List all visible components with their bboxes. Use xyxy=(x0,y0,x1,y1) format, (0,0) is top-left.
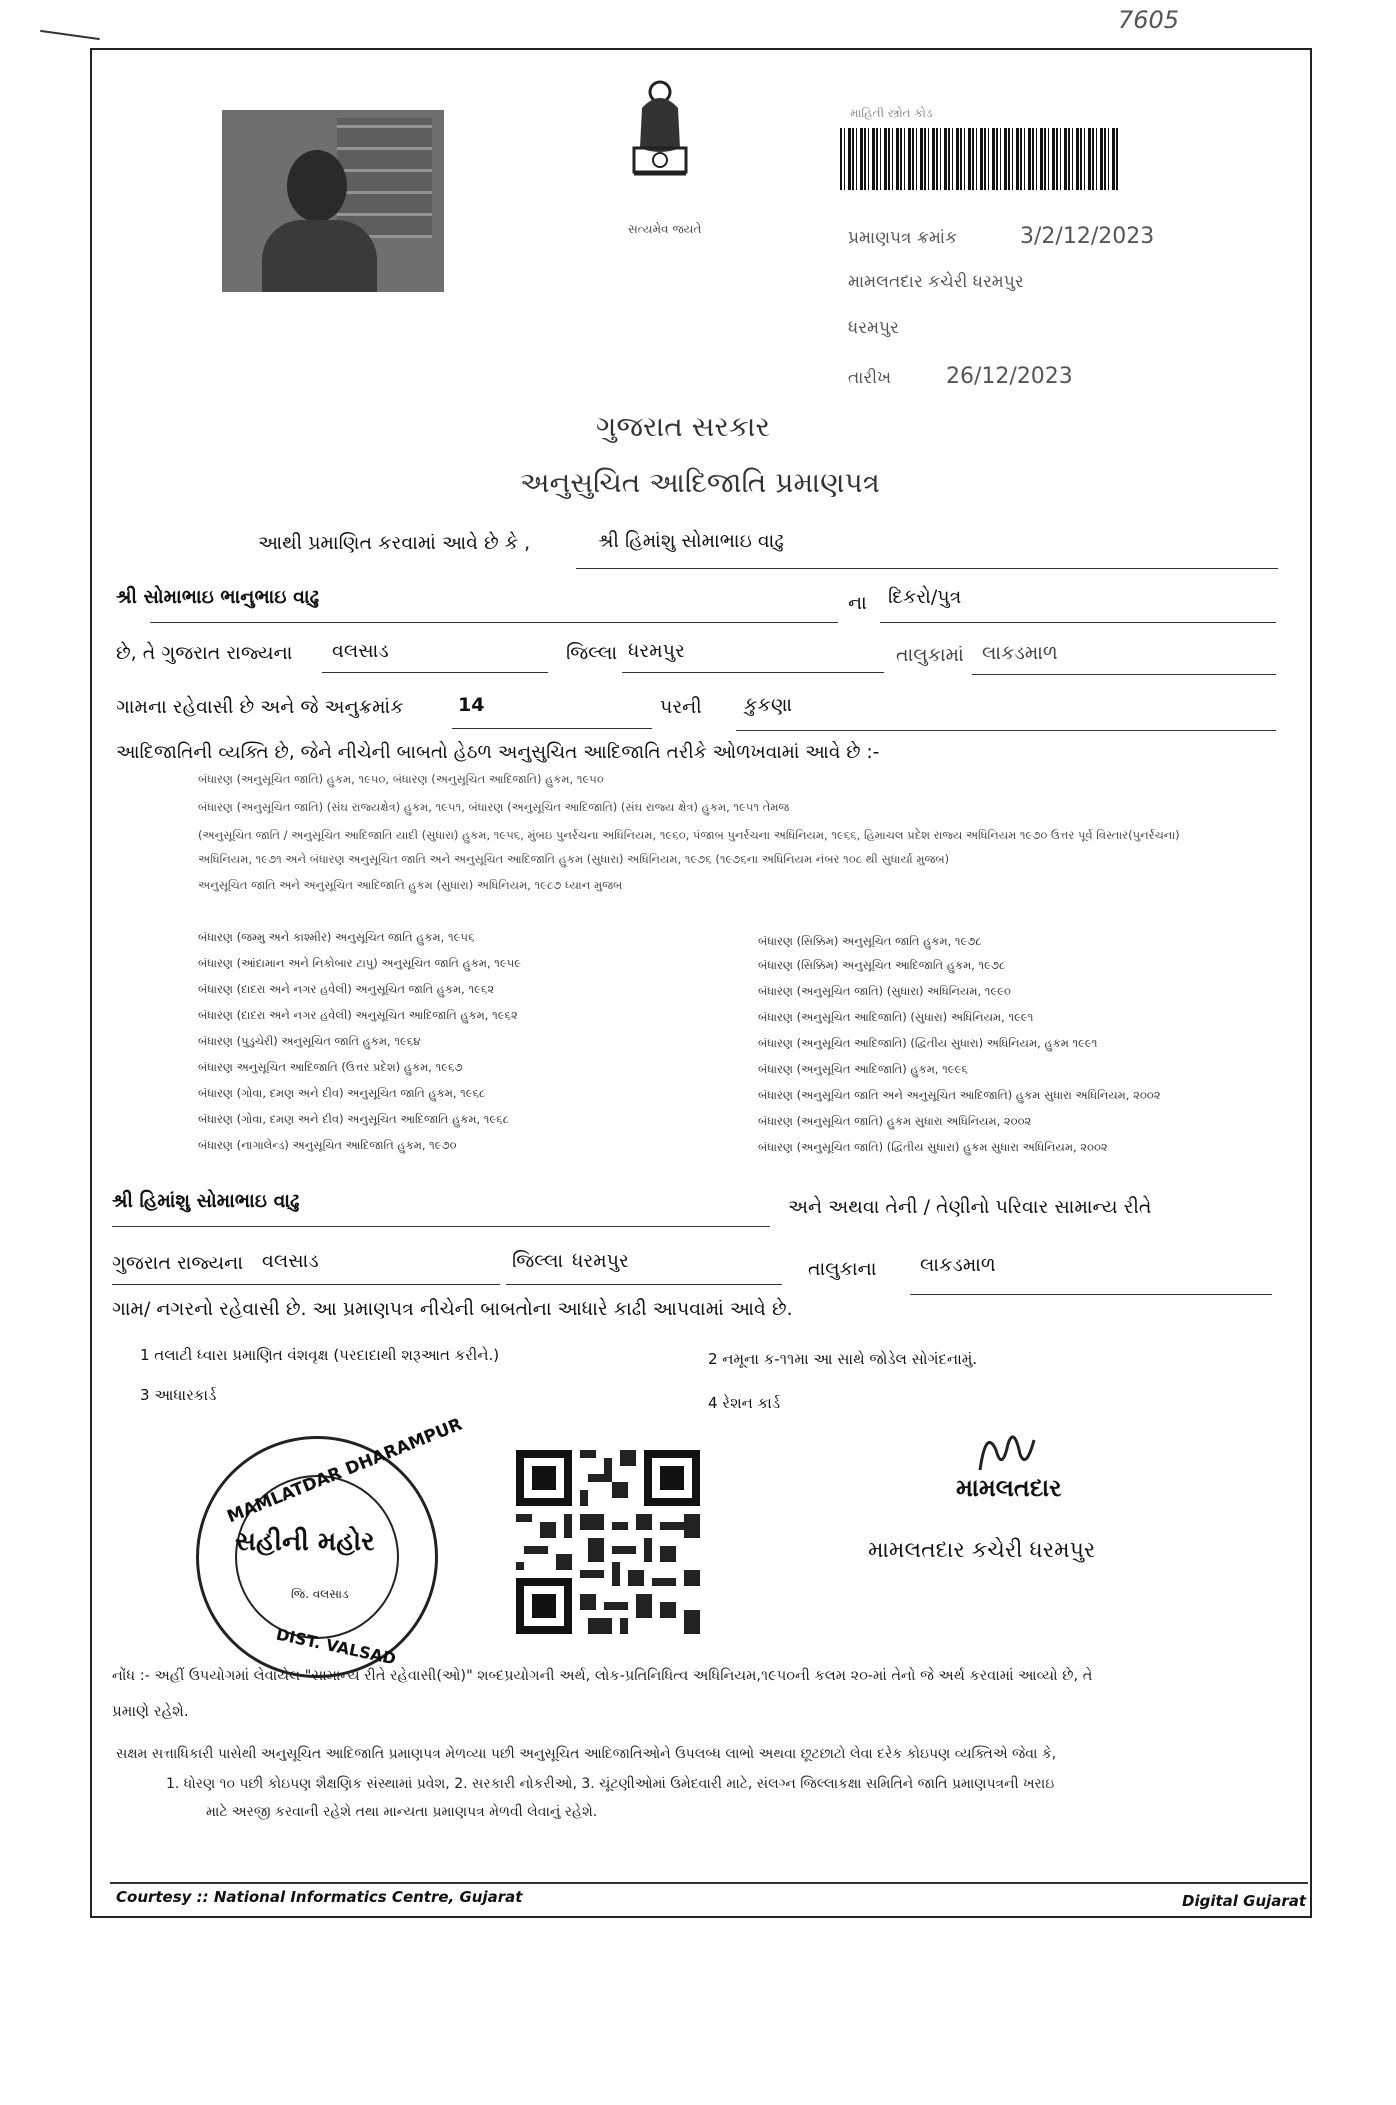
parent-name: શ્રી સોમાભાઇ ભાનુભાઇ વાઢુ xyxy=(116,586,320,608)
district: વલસાડ xyxy=(332,640,389,662)
jilla-label: જિલ્લા xyxy=(566,642,618,664)
jilla-value: ધરમપુર xyxy=(628,640,685,662)
note-line-2: પ્રમાણે રહેશે. xyxy=(112,1702,189,1720)
serial-no: 14 xyxy=(458,694,485,716)
order-left-6: બંધારણ અનુસૂચિત આદિજાતિ (ઉત્તર પ્રદેશ) હુકમ, ૧૯૬૭ xyxy=(198,1060,463,1074)
seal-sub-text: જિ. વલસાડ xyxy=(291,1587,349,1601)
order-right-4: બંધારણ (અનુસૂચિત આદિજાતિ) (સુધારા) અધિનિયમ, ૧૯૯૧ xyxy=(758,1010,1034,1024)
certificate-title: અનુસુચિત આદિજાતિ પ્રમાણપત્ર xyxy=(520,466,880,499)
section2-taluka-label: તાલુકાના xyxy=(808,1258,877,1280)
qr-code xyxy=(516,1450,700,1634)
order-right-9: બંધારણ (અનુસૂચિત જાતિ) (દ્વિતીય સુધારા) હુકમ સુધારા અધિનિયમ, ૨૦૦૨ xyxy=(758,1140,1108,1154)
official-seal xyxy=(196,1414,466,1678)
signature-mark-icon xyxy=(974,1420,1044,1480)
jilla-underline xyxy=(622,672,884,673)
order-left-8: બંધારણ (ગોવા, દમણ અને દીવ) અનુસૂચિત આદિજાતિ હુકમ, ૧૯૬૮ xyxy=(198,1112,510,1126)
section2-name: શ્રી હિમાંશુ સોમાભાઇ વાઢુ xyxy=(112,1190,300,1212)
applicant-name-underline xyxy=(576,568,1278,569)
section2-taluka-value: લાકડમાળ xyxy=(920,1254,996,1276)
national-emblem-icon xyxy=(620,78,700,218)
caste: કુકણા xyxy=(744,694,793,716)
family-text: અને અથવા તેની / તેણીનો પરિવાર સામાન્ય રીતે xyxy=(788,1196,1152,1218)
section2-jilla-underline xyxy=(506,1284,782,1285)
section2-jilla-label: જિલ્લા xyxy=(512,1250,564,1272)
note-line-1: નોંધ :- અહીં ઉપયોગમાં લેવાયેલ "સામાન્ય રીતે રહેવાસી(ઓ)" શબ્દપ્રયોગની અર્થ, લોક-પ્રતિનિધિત્વ અધિનિયમ,૧૯૫૦ની કલમ ૨૦-માં તેનો જે અર્થ કરવામાં આવ્યો છે, તે xyxy=(112,1668,1093,1684)
clause-5: અનુસૂચિત જાતિ અને અનુસૂચિત આદિજાતિ હુકમ (સુધારા) અધિનિયમ, ૧૯૮૭ ધ્યાન મુજબ xyxy=(198,878,623,892)
note-line-3: સક્ષમ સત્તાધિકારી પાસેથી અનુસૂચિત આદિજાતિ પ્રમાણપત્ર મેળવ્યા પછી અનુસૂચિત આદિજાતિઓને ઉપલબ્ધ લાભો અથવા છૂટછાટો લેવા દરેક કોઇપણ વ્યક્તિએ જેવા કે, xyxy=(116,1746,1057,1762)
clause-3: (અનુસૂચિત જાતિ / અનુસૂચિત આદિજાતિ યાદી (સુધારા) હુકમ, ૧૯૫૬, મુંબઇ પુનર્રચના અધિનિયમ, ૧૯૬૦, પંજાબ પુનર્રચના અધિનિયમ, ૧૯૬૬, હિમાચલ પ્રદેશ રાજ્ય અધિનિયમ ૧૯૭૦ ઉત્તર પૂર્વ વિસ્તાર(પુનર્રચના) xyxy=(198,828,1180,842)
order-right-1: બંધારણ (સિક્કિમ) અનુસૂચિત જાતિ હુકમ, ૧૯૭૮ xyxy=(758,934,982,948)
section2-name-underline xyxy=(112,1226,770,1227)
govt-title: ગુજરાત સરકાર xyxy=(596,410,770,443)
section2-district-underline xyxy=(112,1284,500,1285)
document-1: 1 તલાટી ધ્વારા પ્રમાણિત વંશવૃક્ષ (પરદાદાથી શરૂઆત કરીને.) xyxy=(140,1346,500,1364)
caste-label: પરની xyxy=(660,696,702,718)
document-4: 4 રેશન કાર્ડ xyxy=(708,1394,781,1412)
order-right-7: બંધારણ (અનુસૂચિત જાતિ અને અનુસૂચિત આદિજાતિ) હુકમ સુધારા અધિનિયમ, ૨૦૦૨ xyxy=(758,1088,1161,1102)
date-label: તારીખ xyxy=(848,368,892,388)
certificate-no-label: પ્રમાણપત્ર ક્રમાંક xyxy=(848,228,958,248)
basis-line: ગામ/ નગરનો રહેવાસી છે. આ પ્રમાણપત્ર નીચેની બાબતોના આધારે કાઢી આપવામાં આવે છે. xyxy=(112,1298,793,1320)
district-underline xyxy=(322,672,548,673)
village-prefix: ગામના રહેવાસી છે અને જે અનુક્રમાંક xyxy=(116,696,404,718)
order-right-5: બંધારણ (અનુસૂચિત આદિજાતિ) (દ્વિતીય સુધારા) અધિનિયમ, હુકમ ૧૯૯૧ xyxy=(758,1036,1098,1050)
footer-divider xyxy=(110,1882,1308,1884)
top-left-mark xyxy=(40,30,100,40)
applicant-photo xyxy=(222,110,444,292)
section2-district: વલસાડ xyxy=(262,1250,319,1272)
certify-prefix: આથી પ્રમાણિત કરવામાં આવે છે કે , xyxy=(258,532,531,554)
place-line: ધરમપુર xyxy=(848,318,899,338)
order-left-2: બંધારણ (આંદામાન અને નિકોબાર ટાપુ) અનુસૂચિત જાતિ હુકમ, ૧૯૫૯ xyxy=(198,956,522,970)
order-left-5: બંધારણ (પુડુચેરી) અનુસૂચિત જાતિ હુકમ, ૧૯૬૪ xyxy=(198,1034,421,1048)
order-left-7: બંધારણ (ગોવા, દમણ અને દીવ) અનુસૂચિત જાતિ હુકમ, ૧૯૬૮ xyxy=(198,1086,486,1100)
certificate-no: 3/2/12/2023 xyxy=(1020,224,1155,249)
caste-underline xyxy=(736,730,1276,731)
clause-4: અધિનિયમ, ૧૯૭૧ અને બંધારણ અનુસૂચિત જાતિ અને અનુસૂચિત આદિજાતિ હુકમ (સુધારા) અધિનિયમ, ૧૯૭૬ (૧૯૭૬ના અધિનિયમ નંબર ૧૦૮ થી સુધાર્યા મુજબ) xyxy=(198,852,950,866)
note-line-4: 1. ધોરણ ૧૦ પછી કોઇપણ શૈક્ષણિક સંસ્થામાં પ્રવેશ, 2. સરકારી નોકરીઓ, 3. ચૂંટણીઓમાં ઉમેદવારી માટે, સંલગ્ન જિલ્લાકક્ષા સમિતિને જાતિ પ્રમાણપત્રની ખરાઇ xyxy=(166,1776,1055,1792)
seal-center-text: સહીની મહોર xyxy=(235,1527,375,1557)
serial-underline xyxy=(452,728,652,729)
order-right-6: બંધારણ (અનુસૂચિત આદિજાતિ) હુકમ, ૧૯૯૬ xyxy=(758,1062,968,1076)
relation-underline xyxy=(880,622,1276,623)
applicant-name: શ્રી હિમાંશુ સોમાભાઇ વાઢુ xyxy=(598,530,784,552)
barcode xyxy=(840,128,1118,190)
intro-line: આદિજાતિની વ્યક્તિ છે, જેને નીચેની બાબતો હેઠળ અનુસુચિત આદિજાતિ તરીકે ઓળખવામાં આવે છે :- xyxy=(116,742,880,763)
section2-jilla-value: ધરમપુર xyxy=(572,1250,629,1272)
order-left-1: બંધારણ (જમ્મુ અને કાશ્મીર) અનુસૂચિત જાતિ હુકમ, ૧૯૫૬ xyxy=(198,930,475,944)
barcode-caption: માહિતી સ્ત્રોત કોડ xyxy=(850,106,933,120)
footer-courtesy: Courtesy :: National Informatics Centre, Gujarat xyxy=(116,1888,523,1906)
relation: દિકરો/પુત્ર xyxy=(888,586,962,608)
note-line-5: માટે અરજી કરવાની રહેશે તથા માન્યતા પ્રમાણપત્ર મેળવી લેવાનું રહેશે. xyxy=(206,1804,598,1820)
clause-2: બંધારણ (અનુસૂચિત જાતિ) (સંઘ રાજ્યક્ષેત્ર) હુકમ, ૧૯૫૧, બંધારણ (અનુસૂચિત આદિજાતિ) (સંઘ રાજ્ય ક્ષેત્ર) હુકમ, ૧૯૫૧ તેમજ xyxy=(198,800,790,814)
taluka-underline xyxy=(972,674,1276,675)
taluka-label: તાલુકામાં xyxy=(896,644,964,666)
document-3: 3 આધારકાર્ડ xyxy=(140,1386,217,1404)
corner-number: 7605 xyxy=(1118,6,1180,34)
order-left-4: બંધારણ (દાદરા અને નગર હવેલી) અનુસૂચિત આદિજાતિ હુકમ, ૧૯૬૨ xyxy=(198,1008,518,1022)
state-prefix: છે, તે ગુજરાત રાજ્યના xyxy=(116,642,293,664)
order-right-3: બંધારણ (અનુસૂચિત જાતિ) (સુધારા) અધિનિયમ, ૧૯૯૦ xyxy=(758,984,1011,998)
clause-1: બંધારણ (અનુસૂચિત જાતિ) હુકમ, ૧૯૫૦, બંધારણ (અનુસૂચિત આદિજાતિ) હુકમ, ૧૯૫૦ xyxy=(198,772,604,786)
signatory-office: મામલતદાર કચેરી ધરમપુર xyxy=(868,1538,1096,1563)
taluka-value: લાકડમાળ xyxy=(982,642,1058,664)
office-line: મામલતદાર કચેરી ધરમપુર xyxy=(848,272,1024,292)
na-label: ના xyxy=(848,592,867,614)
order-right-8: બંધારણ (અનુસૂચિત જાતિ) હુકમ સુધારા અધિનિયમ, ૨૦૦૨ xyxy=(758,1114,1032,1128)
parent-name-underline xyxy=(150,622,838,623)
order-left-3: બંધારણ (દાદરા અને નગર હવેલી) અનુસૂચિત જાતિ હુકમ, ૧૯૬૨ xyxy=(198,982,495,996)
order-left-9: બંધારણ (નાગાલેન્ડ) અનુસૂચિત આદિજાતિ હુકમ, ૧૯૭૦ xyxy=(198,1138,457,1152)
footer-brand: Digital Gujarat xyxy=(1182,1892,1307,1910)
emblem-caption: સત્યમેવ જયતે xyxy=(628,222,702,236)
order-right-2: બંધારણ (સિક્કિમ) અનુસૂચિત આદિજાતિ હુકમ, ૧૯૭૮ xyxy=(758,958,1006,972)
section2-state-prefix: ગુજરાત રાજ્યના xyxy=(112,1252,243,1274)
section2-taluka-underline xyxy=(910,1294,1272,1295)
seal-outer-text: MAMLATDAR DHARAMPUR xyxy=(224,1414,466,1528)
seal-inner-text: DIST. VALSAD xyxy=(274,1624,398,1669)
document-2: 2 નમૂના ક-૧૧મા આ સાથે જોડેલ સોગંદનામું. xyxy=(708,1350,978,1368)
issue-date: 26/12/2023 xyxy=(946,364,1073,389)
signatory-title: મામલતદાર xyxy=(956,1474,1062,1502)
